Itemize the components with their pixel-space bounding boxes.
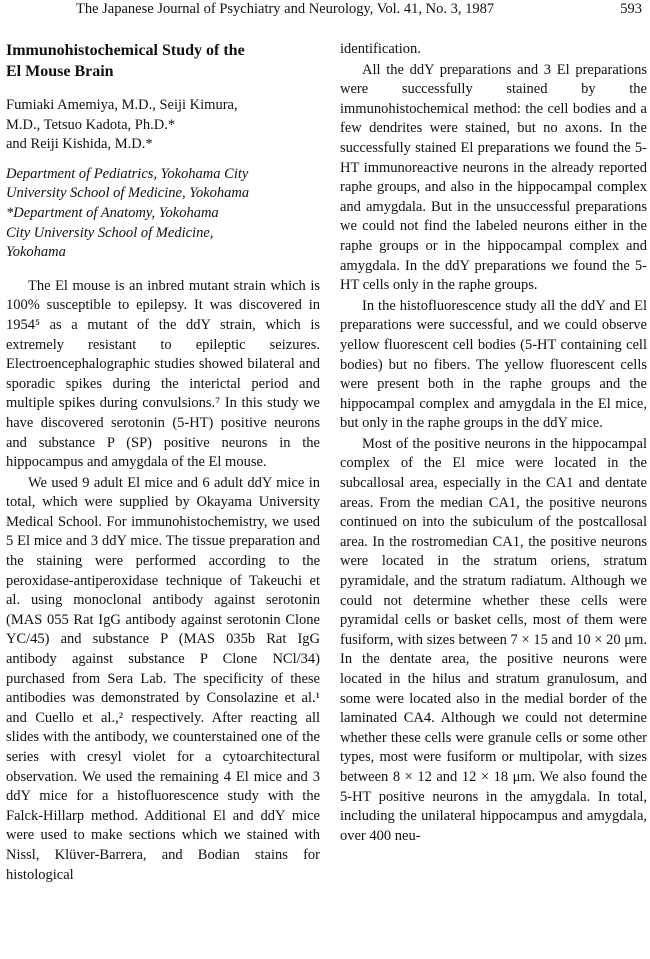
page-number: 593 [620,1,642,17]
affiliation-line: Department of Pediatrics, Yokohama City [6,165,249,182]
running-head [0,0,650,26]
author-line: and Reiji Kishida, M.D.* [6,136,153,153]
body-paragraph: All the ddY preparations and 3 El preparations were successfully stained by the immunohistochemical method: the cell bodies and a few dendrites were stained, but no axons. In the successfully stained El preparations we found the 5-HT immunoreactive neurons in the already reported raphe groups, and also in the hippocampal complex and amygdala. But in the unsuccessful preparations we could not find the labeled neurons either in the raphe groups or in the hippocampal complex and amygdala. In the ddY preparations we found the 5-HT cells only in the raphe groups. [340,61,647,294]
right-column [340,40,647,846]
affiliation-line: *Department of Anatomy, Yokohama [6,204,219,221]
affiliations [6,165,320,263]
body-paragraph: Most of the positive neurons in the hippocampal complex of the El mice were located in the subcallosal area, especially in the CA1 and dentate areas. From the median CA1, the positive neurons continued on into the subiculum of the postcallosal area. In the rostromedian CA1, the positive neurons were located in the stratum oriens, stratum pyramidale, and the stratum radiatum. Although we could not determine whether these cells were pyramidal cells or basket cells, most of them were fusiform, with sizes between 7 × 15 and 10 × 20 μm. In the dentate area, the positive neurons were located in the hilus and stratum granulosum, and some were located also in the medial border of the laminated CA4. Although we could not determine whether these cells were granule cells or some other types, most were fusiform or multipolar, with sizes between 8 × 12 and 12 × 18 μm. We also found the 5-HT positive neurons in the amygdala. In total, including the unilateral hippocampus and amygdala, over 400 neu- [340,435,647,844]
affiliation-line: Yokohama [6,244,66,261]
journal-citation: The Japanese Journal of Psychiatry and Neurology, Vol. 41, No. 3, 1987 [76,1,495,17]
body-paragraph: The El mouse is an inbred mutant strain which is 100% susceptible to epilepsy. It was discovered in 1954⁵ as a mutant of the ddY strain, which is extremely resistant to epileptic seizures. Electroencephalographic studies showed bilateral and sporadic spikes during the interictal period and multiple spikes during convulsions.⁷ In this study we have discovered serotonin (5-HT) positive neurons and substance P (SP) positive neurons in the hippocampus and amygdala of the El mouse. [6,277,320,471]
affiliation-line: City University School of Medicine, [6,224,214,241]
body-paragraph: We used 9 adult El mice and 6 adult ddY mice in total, which were supplied by Okayama University Medical School. For immunohistochemistry, we used 5 El mice and 3 ddY mice. The tissue preparation and the staining were performed according to the peroxidase-antiperoxidase technique of Takeuchi et al. using monoclonal antibody against serotonin (MAS 055 Rat IgG antibody against serotonin Clone YC/45) and substance P (MAS 035b Rat IgG antibody against substance P Clone NCl/34) purchased from Sera Lab. The specificity of these antibodies was demonstrated by Consolazine et al.¹ and Cuello et al.,² respectively. After reacting all slides with the antibody, we counterstained one of the series with cresyl violet for a cytoarchitectural observation. We used the remaining 4 El mice and 3 ddY mice for a histofluorescence study with the Falck-Hillarp method. Additional El and ddY mice were used to make sections which we stained with Nissl, Klüver-Barrera, and Bodian stains for histological [6,474,320,883]
author-list [6,96,320,155]
article-title [6,40,320,82]
author-line: Fumiaki Amemiya, M.D., Seiji Kimura, [6,97,238,113]
title-line: El Mouse Brain [6,63,114,80]
title-line: Immunohistochemical Study of the [6,42,245,59]
body-paragraph: In the histofluorescence study all the ddY and El preparations were successful, and we could observe yellow fluorescent cell bodies (5-HT containing cell bodies) but no fibers. The yellow fluorescent cells were present both in the raphe groups and the hippocampal complex and amygdala in the El mice, but only in the raphe groups in the ddY mice. [340,297,647,432]
left-column [6,40,320,885]
affiliation-line: University School of Medicine, Yokohama [6,185,250,202]
author-line: M.D., Tetsuo Kadota, Ph.D.* [6,116,176,133]
continued-text: identification. [340,41,421,57]
